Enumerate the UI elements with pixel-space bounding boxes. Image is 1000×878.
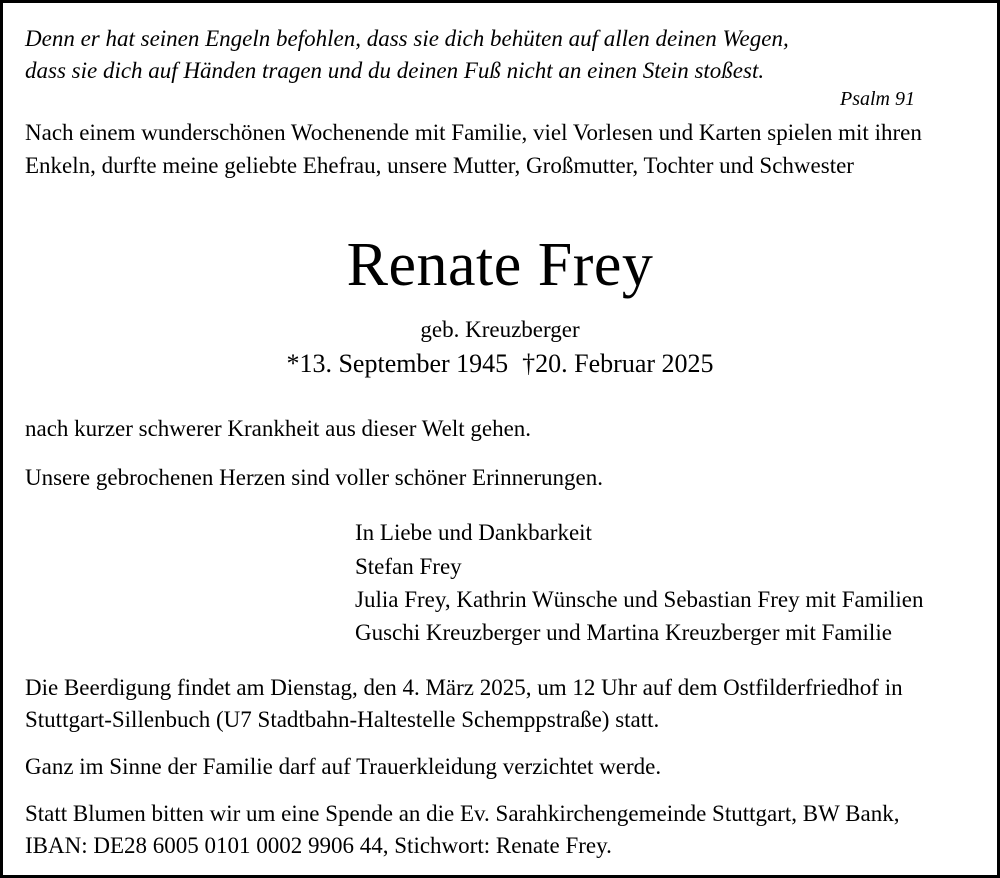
deceased-maiden-name: geb. Kreuzberger (420, 316, 580, 342)
donation-note (25, 798, 975, 863)
verse-line-1: Denn er hat seinen Engeln befohlen, dass sie dich behüten auf allen deinen Wegen, (25, 26, 789, 51)
dress-code-note: Ganz im Sinne der Familie darf auf Trauerkleidung verzichtet werde. (25, 753, 662, 779)
donation-line-2: IBAN: DE28 6005 0101 0002 9906 44, Stichwort: Renate Frey. (25, 833, 612, 859)
bible-verse (25, 23, 975, 86)
donation-line-1: Statt Blumen bitten wir um eine Spende an die Ev. Sarahkirchengemeinde Stuttgart, BW Bank, (25, 800, 900, 826)
verse-line-2: dass sie dich auf Händen tragen und du deinen Fuß nicht an einen Stein stoßest. (25, 57, 765, 83)
family-heading: In Liebe und Dankbarkeit (355, 520, 592, 546)
intro-text (25, 117, 975, 182)
body-paragraph-1: nach kurzer schwerer Krankheit aus dieser Welt gehen. (25, 415, 532, 441)
family-member-2: Julia Frey, Kathrin Wünsche und Sebastian Frey mit Familien (355, 586, 924, 612)
death-date: †20. Februar 2025 (522, 348, 714, 378)
deceased-name: Renate Frey (346, 230, 654, 299)
funeral-line-1: Die Beerdigung findet am Dienstag, den 4. März 2025, um 12 Uhr auf dem Ostfilderfriedhof in (25, 674, 903, 700)
birth-date: *13. September 1945 (286, 348, 509, 378)
intro-line-1: Nach einem wunderschönen Wochenende mit Familie, viel Vorlesen und Karten spielen mit ihren (25, 120, 922, 146)
funeral-line-2: Stuttgart-Sillenbuch (U7 Stadtbahn-Haltestelle Schemppstraße) statt. (25, 707, 660, 733)
body-paragraph-2: Unsere gebrochenen Herzen sind voller schöner Erinnerungen. (25, 464, 603, 490)
life-dates (25, 349, 975, 379)
family-member-1: Stefan Frey (355, 553, 462, 579)
intro-line-2: Enkeln, durfte meine geliebte Ehefrau, unsere Mutter, Großmutter, Tochter und Schwester (25, 153, 854, 179)
family-member-3: Guschi Kreuzberger und Martina Kreuzberger mit Familie (355, 620, 892, 646)
verse-source: Psalm 91 (840, 88, 915, 111)
funeral-details (25, 672, 975, 737)
family-signatures (25, 516, 975, 649)
